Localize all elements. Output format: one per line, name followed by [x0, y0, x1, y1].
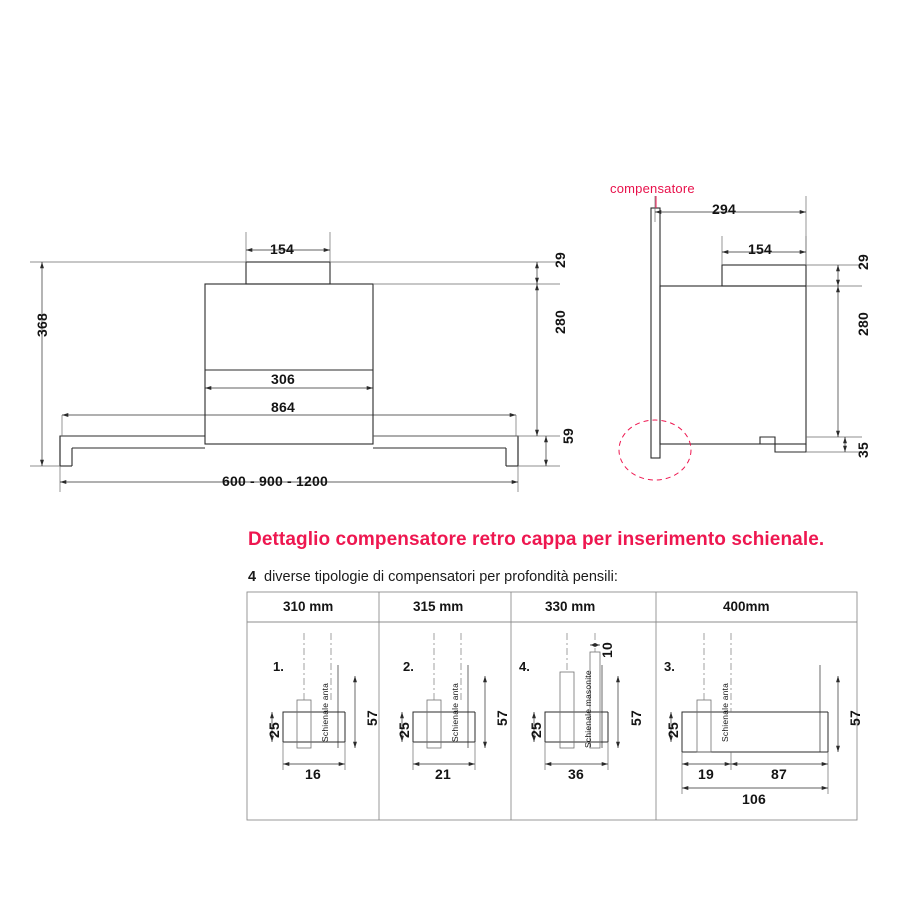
cell-3-dims: [534, 645, 618, 770]
cell-2-profile: [413, 633, 475, 748]
cell-index-4: 3.: [664, 659, 675, 674]
cell-1-profile: [283, 633, 345, 748]
side-dim-body-height: 280: [855, 312, 871, 336]
detail-title: Dettaglio compensatore retro cappa per inserimento schienale.: [248, 529, 825, 550]
detail-table-grid: [247, 592, 857, 820]
cell-1-schienale-label: Schienale anta: [320, 682, 330, 742]
cell-2-dim-bottom: 21: [435, 766, 451, 782]
detail-subtitle-text: diverse tipologie di compensatori per profondità pensili:: [264, 569, 618, 585]
cell-1-dim-bottom: 16: [305, 766, 321, 782]
side-dim-base-height: 35: [855, 442, 871, 458]
front-view-dimension-lines: [30, 232, 560, 492]
cell-2-dim-left: 25: [396, 722, 412, 738]
cell-2-dims: [402, 676, 485, 770]
cell-4-dim-bottom-total: 106: [742, 791, 766, 807]
cell-2-dim-right: 57: [494, 710, 510, 726]
front-dim-top-width: 154: [270, 241, 294, 257]
cell-4-dim-bottom-left: 19: [698, 766, 714, 782]
front-dim-top-height: 29: [552, 252, 568, 268]
cell-4-schienale-label: Schienale anta: [720, 682, 730, 742]
cell-1-dims: [272, 676, 355, 770]
compensatore-callout-label: compensatore: [610, 181, 695, 196]
side-view-geometry: [651, 208, 806, 458]
side-view-dimension-lines: [655, 196, 862, 452]
front-dim-outer-width: 864: [271, 399, 295, 415]
front-dim-total-height: 368: [34, 313, 50, 337]
cell-1-dim-left: 25: [266, 722, 282, 738]
cell-header-2: 315 mm: [413, 599, 464, 614]
cell-4-profile: [682, 633, 828, 752]
side-dim-top-height: 29: [855, 254, 871, 270]
front-dim-inner-width: 306: [271, 371, 295, 387]
cell-2-schienale-label: Schienale anta: [450, 682, 460, 742]
detail-subtitle-number: 4: [248, 569, 257, 585]
front-dim-base-height: 59: [560, 428, 576, 444]
cell-3-dim-left: 25: [528, 722, 544, 738]
front-dim-base-width-options: 600 - 900 - 1200: [222, 473, 328, 489]
cell-header-4: 400mm: [723, 599, 770, 614]
cell-4-dim-left: 25: [665, 722, 681, 738]
cell-3-dim-top: 10: [599, 642, 615, 658]
cell-1-dim-right: 57: [364, 710, 380, 726]
cell-header-1: 310 mm: [283, 599, 334, 614]
cell-4-dim-right: 57: [847, 710, 863, 726]
side-dim-depth: 294: [712, 201, 736, 217]
front-dim-body-height: 280: [552, 310, 568, 334]
cell-4-dim-bottom-right: 87: [771, 766, 787, 782]
cell-3-schienale-label: Schienale masonite: [583, 670, 593, 748]
cell-4-dims: [671, 676, 838, 794]
cell-index-3: 4.: [519, 659, 530, 674]
side-dim-top-width: 154: [748, 241, 772, 257]
cell-index-1: 1.: [273, 659, 284, 674]
compensatore-callout: [619, 196, 691, 480]
cell-header-3: 330 mm: [545, 599, 596, 614]
cell-index-2: 2.: [403, 659, 414, 674]
cell-3-dim-right: 57: [628, 710, 644, 726]
front-view-geometry: [60, 262, 518, 466]
cell-3-dim-bottom: 36: [568, 766, 584, 782]
